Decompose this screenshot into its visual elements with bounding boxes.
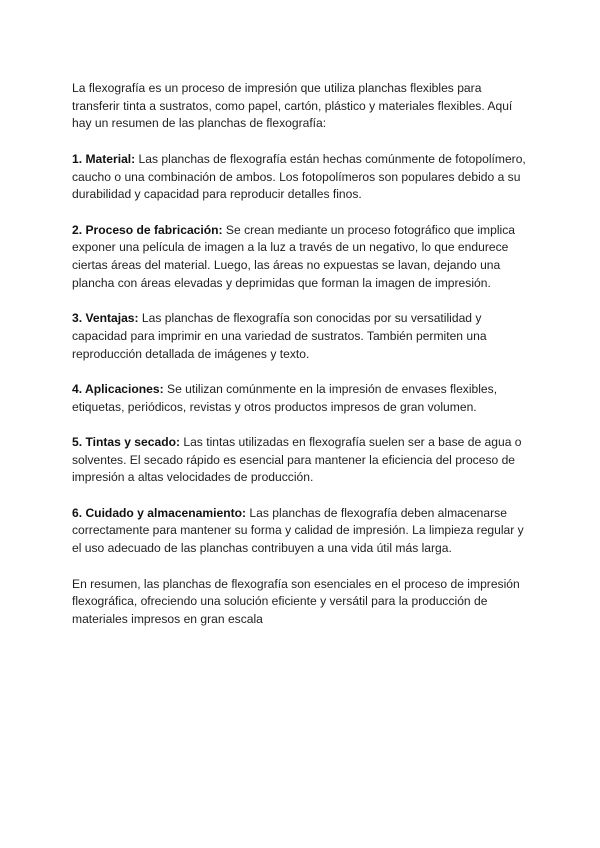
section-body: Se utilizan comúnmente en la impresión de envases flexibles, etiquetas, periódicos, revistas y otros productos impresos de gran volumen. [72,381,498,414]
section-heading: 2. Proceso de fabricación: [72,222,223,237]
section-aplicaciones [72,381,532,416]
section-heading: 1. Material: [72,151,136,166]
section-proceso-fabricacion [72,222,532,293]
section-material [72,151,532,204]
section-body: Las tintas utilizadas en flexografía suelen ser a base de agua o solventes. El secado rápido es esencial para mantener la eficiencia del proceso de impresión a altas velocidades de producción. [72,434,522,485]
section-body: Las planchas de flexografía están hechas comúnmente de fotopolímero, caucho o una combinación de ambos. Los fotopolímeros son populares debido a su durabilidad y capacidad para reproducir detalles finos. [72,151,526,202]
section-cuidado-almacenamiento [72,505,532,558]
section-body: Las planchas de flexografía deben almacenarse correctamente para mantener su forma y calidad de impresión. La limpieza regular y el uso adecuado de las planchas contribuyen a una vida útil más larga. [72,505,524,556]
section-heading: 3. Ventajas: [72,311,139,326]
section-heading: 4. Aplicaciones: [72,381,164,396]
conclusion-paragraph: En resumen, las planchas de flexografía son esenciales en el proceso de impresión flexográfica, ofreciendo una solución eficiente y versátil para la producción de materiales impresos en gran escala [72,576,520,626]
section-tintas-secado [72,434,532,487]
section-body: Se crean mediante un proceso fotográfico que implica exponer una película de imagen a la luz a través de un negativo, lo que endurece ciertas áreas del material. Luego, las áreas no expuestas se lavan, dejando una plancha con áreas elevadas y deprimidas que forman la imagen de impresión. [72,222,515,290]
section-ventajas [72,310,532,363]
intro-paragraph: La flexografía es un proceso de impresión que utiliza planchas flexibles para transferir tinta a sustratos, como papel, cartón, plástico y materiales flexibles. Aquí hay un resumen de las planchas de flexografía: [72,81,513,131]
section-body: Las planchas de flexografía son conocidas por su versatilidad y capacidad para imprimir en una variedad de sustratos. También permiten una reproducción detallada de imágenes y texto. [72,311,487,361]
section-heading: 6. Cuidado y almacenamiento: [72,505,247,520]
section-heading: 5. Tintas y secado: [72,434,180,449]
document-body [72,80,532,646]
